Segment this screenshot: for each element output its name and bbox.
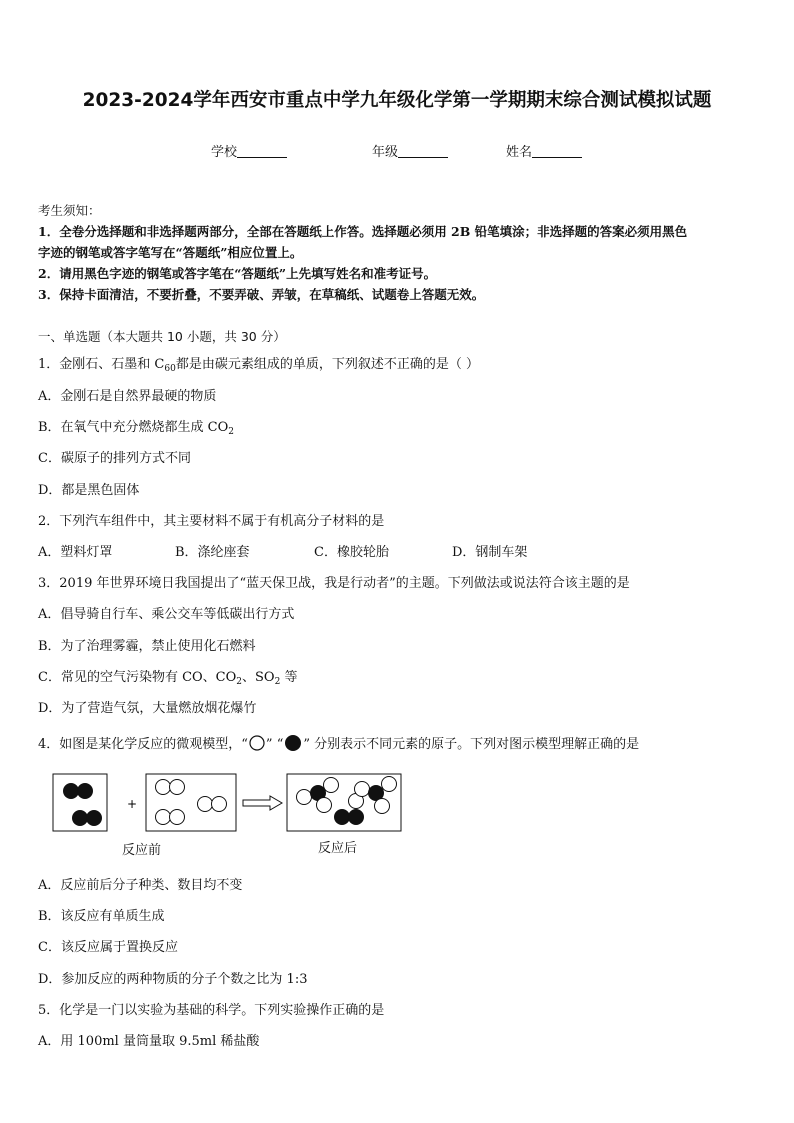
q4-stem-c: ” 分别表示不同元素的原子。下列对图示模型理解正确的是	[303, 737, 640, 752]
white-atom	[382, 777, 397, 792]
page-title: 2023-2024学年西安市重点中学九年级化学第一学期期末综合测试模拟试题	[82, 90, 712, 111]
q5-stem: 5．化学是一门以实验为基础的科学。下列实验操作正确的是	[38, 1003, 385, 1018]
reaction-arrow-icon	[243, 796, 282, 810]
name-field	[506, 141, 582, 160]
white-atom	[297, 790, 312, 805]
white-atom	[156, 810, 171, 825]
q3-option-c-a: C．常见的空气污染物有 CO、CO	[38, 670, 237, 685]
black-atom	[77, 783, 93, 799]
white-atom	[355, 782, 370, 797]
q2-option-d: D．钢制车架	[452, 545, 528, 560]
plus-sign: +	[127, 797, 138, 811]
notice-item-3: 3．保持卡面清洁，不要折叠，不要弄破、弄皱，在草稿纸、试题卷上答题无效。	[38, 287, 485, 302]
grade-label: 年级	[372, 145, 399, 160]
white-atom	[170, 810, 185, 825]
q1-stem-sub: 60	[164, 364, 176, 374]
q1-option-c: C．碳原子的排列方式不同	[38, 451, 191, 466]
school-label: 学校	[211, 145, 238, 160]
white-atom	[156, 780, 171, 795]
notice-item-1a: 1．全卷分选择题和非选择题两部分，全部在答题纸上作答。选择题必须用 2B 铅笔填涂；非选择题的答案必须用黑色	[38, 224, 688, 239]
q3-option-c-b: 、SO	[242, 670, 275, 685]
q1-option-d: D．都是黑色固体	[38, 483, 140, 498]
notice-heading: 考生须知：	[38, 203, 101, 218]
q1-stem-b: 都是由碳元素组成的单质，下列叙述不正确的是（ ）	[175, 357, 479, 372]
q4-option-b: B．该反应有单质生成	[38, 909, 165, 924]
white-atom	[170, 780, 185, 795]
q5-option-a: A．用 100ml 量筒量取 9.5ml 稀盐酸	[38, 1034, 260, 1049]
white-atom	[212, 797, 227, 812]
q3-option-b: B．为了治理雾霾，禁止使用化石燃料	[38, 639, 256, 654]
black-atom	[63, 783, 79, 799]
school-blank	[237, 145, 287, 158]
q1-option-b-text: B．在氧气中充分燃烧都生成 CO	[38, 420, 229, 435]
name-label: 姓名	[506, 145, 533, 160]
caption-before: 反应前	[122, 843, 162, 858]
q4-option-c: C．该反应属于置换反应	[38, 940, 178, 955]
q4-stem-a: 4．如图是某化学反应的微观模型，“	[38, 737, 248, 752]
q1-stem	[38, 353, 479, 374]
section-title: 一、单选题（本大题共 10 小题，共 30 分）	[38, 329, 286, 344]
white-atom	[375, 799, 390, 814]
black-atom	[348, 809, 364, 825]
q3-option-a: A．倡导骑自行车、乘公交车等低碳出行方式	[38, 607, 295, 622]
q3-option-c-c: 等	[280, 670, 298, 685]
q1-option-b	[38, 416, 234, 437]
q4-option-d: D．参加反应的两种物质的分子个数之比为 1:3	[38, 972, 308, 987]
q4-stem-b: ” “	[265, 737, 284, 752]
black-atom	[86, 810, 102, 826]
q1-option-b-sub: 2	[228, 427, 235, 437]
q1-stem-a: 1．金刚石、石墨和 C	[38, 357, 165, 372]
notice-item-2: 2．请用黑色字迹的钢笔或答字笔在“答题纸”上先填写姓名和准考证号。	[38, 266, 437, 281]
white-atom-icon	[248, 735, 266, 751]
notice-block	[38, 200, 758, 305]
q2-stem: 2．下列汽车组件中，其主要材料不属于有机高分子材料的是	[38, 514, 385, 529]
caption-after: 反应后	[318, 841, 358, 856]
white-atom	[317, 798, 332, 813]
name-blank	[532, 145, 582, 158]
black-atom	[334, 809, 350, 825]
q2-option-b: B．涤纶座套	[175, 545, 250, 560]
black-atom	[72, 810, 88, 826]
grade-blank	[398, 145, 448, 158]
reaction-diagram	[52, 773, 412, 863]
q1-option-a: A．金刚石是自然界最硬的物质	[38, 389, 217, 404]
white-atom	[324, 778, 339, 793]
black-atom-icon	[283, 734, 303, 752]
notice-item-1b: 字迹的钢笔或答字笔写在“答题纸”相应位置上。	[38, 245, 303, 260]
q3-option-c-sub1: 2	[236, 677, 243, 687]
grade-field	[372, 141, 448, 160]
q3-stem: 3．2019 年世界环境日我国提出了“蓝天保卫战，我是行动者”的主题。下列做法或说法符合该主题的是	[38, 576, 630, 591]
q4-stem	[38, 733, 639, 752]
q3-option-c-sub2: 2	[274, 677, 281, 687]
q4-option-a: A．反应前后分子种类、数目均不变	[38, 878, 243, 893]
q3-option-d: D．为了营造气氛，大量燃放烟花爆竹	[38, 701, 257, 716]
q3-option-c	[38, 666, 297, 687]
white-atom	[198, 797, 213, 812]
q2-option-c: C．橡胶轮胎	[314, 545, 389, 560]
q2-option-a: A．塑料灯罩	[38, 545, 113, 560]
school-field	[211, 141, 287, 160]
